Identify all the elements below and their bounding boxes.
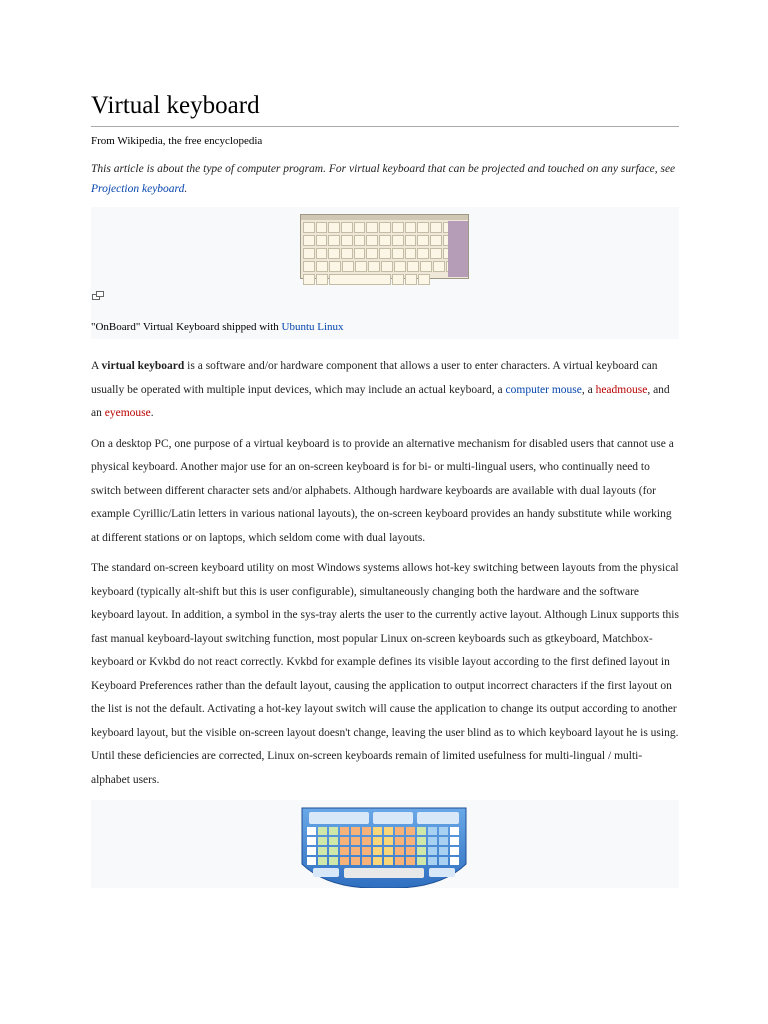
paragraph-intro xyxy=(91,355,679,426)
page-title: Virtual keyboard xyxy=(91,88,679,127)
paragraph-desktop: On a desktop PC, one purpose of a virtual keyboard is to provide an alternative mechanism for disabled users that cannot use a physical keyboard. Another major use for an on-screen keyboard is for bi- or multi-lingual users, who continually need to switch between different character sets and/or alphabets. Although hardware keyboards are available with dual layouts (for example Cyrillic/Latin letters in various national layouts), the on-screen keyboard provides an handy substitute while working at different stations or on laptops, which seldom come with dual layouts. xyxy=(91,437,674,544)
eyemouse-link[interactable]: eyemouse xyxy=(104,407,151,419)
subtitle: From Wikipedia, the free encyclopedia xyxy=(91,135,263,147)
intro-text-5: . xyxy=(150,407,154,419)
curved-keyboard-image[interactable] xyxy=(299,802,469,888)
article xyxy=(91,88,679,888)
intro-text-3: , a xyxy=(581,383,596,396)
intro-text-2: is a software and/or hardware component that allows a user to enter characters. A virtual keyboard can usually be operated with multiple input devices, which may include an actual keyboard, a xyxy=(91,360,658,396)
figure-caption xyxy=(91,321,344,333)
headmouse-link[interactable]: headmouse xyxy=(595,383,648,396)
paragraph-windows: The standard on-screen keyboard utility on most Windows systems allows hot-key switching between layouts from the physical keyboard (typically alt-shift but this is user configurable), simultaneously changing both the hardware and the software keyboard layout. In addition, a symbol in the sys-tray alerts the user to the currently active layout. Although Linux supports this fast manual keyboard-layout switching function, most popular Linux on-screen keyboards such as gtkeyboard, Matchbox-keyboard or Kvkbd do not react correctly. Kvkbd for example defines its visible layout according to the first defined layout in Keyboard Preferences rather than the default layout, causing the application to output incorrect characters if the first layout on the list is not the default. Activating a hot-key layout switch will cause the application to change its output according to another keyboard layout, but the visible on-screen layout doesn't change, leaving the user blind as to which keyboard layout he is using. Until these deficiencies are corrected, Linux on-screen keyboards remain of limited usefulness for multi-lingual / multi-alphabet users. xyxy=(91,562,679,786)
intro-text-4: , and an xyxy=(91,383,670,419)
enlarge-icon[interactable] xyxy=(92,291,104,300)
figure-onboard xyxy=(91,207,679,339)
caption-text: "OnBoard" Virtual Keyboard shipped with xyxy=(91,321,282,333)
figure-curved-keyboard xyxy=(91,800,679,888)
projection-keyboard-link[interactable]: Projection keyboard xyxy=(91,183,185,195)
computer-mouse-link[interactable]: computer mouse xyxy=(505,383,582,396)
onboard-keyboard-image[interactable] xyxy=(300,214,469,279)
intro-text-1: A xyxy=(91,360,102,372)
ubuntu-linux-link[interactable]: Ubuntu Linux xyxy=(281,321,344,333)
hatnote-text: This article is about the type of computer program. For virtual keyboard that can be projected and touched on any surface, see xyxy=(91,163,676,175)
hatnote xyxy=(91,159,679,199)
intro-bold-term: virtual keyboard xyxy=(101,360,185,372)
hatnote-end: . xyxy=(184,183,188,195)
